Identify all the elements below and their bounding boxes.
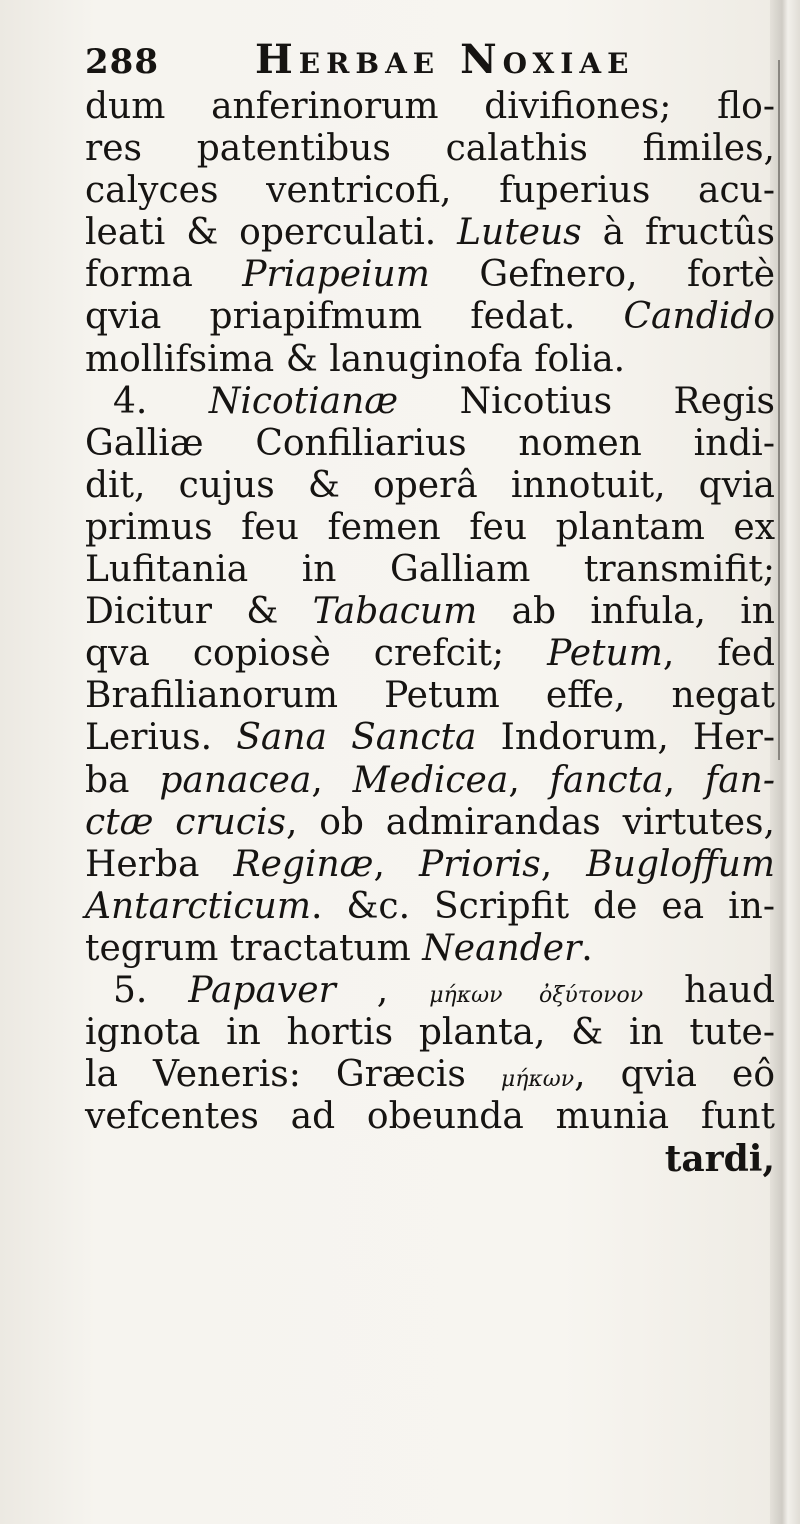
text-segment: , ob admirandas virtutes, bbox=[285, 801, 775, 843]
italic-term: Nicotianæ bbox=[208, 380, 399, 422]
page-header bbox=[85, 34, 765, 86]
text-segment: mollifsima & lanuginofa folia. bbox=[85, 338, 626, 380]
text-segment: Dicitur & bbox=[85, 591, 313, 633]
text-line bbox=[85, 1054, 775, 1096]
italic-term: panacea bbox=[159, 759, 312, 801]
text-segment: Herba bbox=[85, 843, 234, 885]
text-segment: vefcentes ad obeunda munia funt bbox=[85, 1096, 775, 1138]
text-segment: ba bbox=[85, 759, 160, 801]
greek-word: μήκων ὀξύτονον bbox=[429, 982, 644, 1008]
italic-term: ctæ crucis bbox=[85, 801, 286, 843]
text-segment: Galliæ Confiliarius nomen indi- bbox=[85, 422, 775, 464]
text-line bbox=[85, 970, 775, 1012]
text-segment: , bbox=[373, 843, 419, 885]
text-line bbox=[85, 296, 775, 338]
text-segment: . &c. Scripfit de ea in- bbox=[310, 885, 775, 927]
text-line bbox=[85, 465, 775, 507]
text-segment: à fructûs bbox=[581, 212, 775, 254]
text-segment: dit, cujus & operâ innotuit, qvia bbox=[85, 464, 775, 506]
italic-term: Reginæ bbox=[233, 843, 374, 885]
italic-term: fan- bbox=[704, 759, 776, 801]
text-segment: qvia priapifmum fedat. bbox=[85, 296, 624, 338]
text-line bbox=[85, 423, 775, 465]
italic-term: Sana Sancta bbox=[236, 717, 477, 759]
text-segment: , fed bbox=[662, 633, 775, 675]
text-segment: calyces ventricofi, fuperius acu- bbox=[85, 170, 775, 212]
running-title: Herbae Noxiae bbox=[255, 36, 635, 83]
text-segment: haud bbox=[643, 969, 775, 1011]
text-segment: dum anferinorum divifiones; flo- bbox=[85, 86, 775, 127]
italic-term: Tabacum bbox=[312, 591, 478, 633]
catchword bbox=[85, 1138, 775, 1180]
text-segment: leati & operculati. bbox=[85, 212, 458, 254]
text-segment: qva copiosè crefcit; bbox=[85, 633, 548, 675]
text-segment: , bbox=[508, 759, 550, 801]
italic-term: Medicea bbox=[352, 759, 509, 801]
text-line bbox=[85, 170, 775, 212]
text-line bbox=[85, 591, 775, 633]
text-line bbox=[85, 675, 775, 717]
text-line bbox=[85, 128, 775, 170]
text-line bbox=[85, 633, 775, 675]
italic-term: fancta bbox=[549, 759, 664, 801]
text-line bbox=[85, 928, 775, 970]
page-number: 288 bbox=[85, 42, 159, 82]
text-segment: Indorum, Her- bbox=[476, 717, 775, 759]
text-segment: , bbox=[335, 969, 430, 1011]
text-line bbox=[85, 507, 775, 549]
text-segment: Nicotius Regis bbox=[398, 380, 775, 422]
text-line bbox=[85, 886, 775, 928]
text-segment: . bbox=[581, 927, 593, 969]
page-edge-shadow bbox=[778, 60, 780, 760]
text-segment: , bbox=[540, 843, 587, 885]
text-line bbox=[85, 549, 775, 591]
text-line bbox=[85, 760, 775, 802]
text-segment: , bbox=[663, 759, 705, 801]
text-line bbox=[85, 1096, 775, 1138]
text-line bbox=[85, 717, 775, 759]
text-segment: Lerius. bbox=[85, 717, 237, 759]
text-segment: la Veneris: Græcis bbox=[85, 1054, 501, 1096]
text-segment: ignota in hortis planta, & in tute- bbox=[85, 1012, 775, 1054]
text-line bbox=[85, 802, 775, 844]
italic-term: Antarcticum bbox=[85, 885, 311, 927]
text-segment: 4. bbox=[113, 380, 209, 422]
italic-term: Neander bbox=[422, 927, 582, 969]
text-segment: Gefnero, fortè bbox=[429, 254, 775, 296]
text-segment: tegrum tractatum bbox=[85, 927, 423, 969]
text-line bbox=[85, 339, 775, 381]
italic-term: Bugloffum bbox=[586, 843, 775, 885]
italic-term: Luteus bbox=[457, 212, 582, 254]
italic-term: Prioris bbox=[418, 843, 541, 885]
text-segment: ab infula, in bbox=[477, 591, 775, 633]
text-segment: res patentibus calathis fimiles, bbox=[85, 128, 775, 170]
text-segment: , qvia eô bbox=[574, 1054, 776, 1096]
text-segment: tardi, bbox=[664, 1138, 775, 1181]
text-line bbox=[85, 844, 775, 886]
text-segment: 5. bbox=[113, 969, 189, 1011]
text-line bbox=[85, 212, 775, 254]
text-line bbox=[85, 86, 775, 128]
italic-term: Priapeium bbox=[242, 254, 430, 296]
greek-word: μήκων bbox=[500, 1067, 575, 1093]
text-line bbox=[85, 254, 775, 296]
italic-term: Petum bbox=[547, 633, 663, 675]
text-line bbox=[85, 381, 775, 423]
text-segment: Lufitania in Galliam transmifit; bbox=[85, 549, 775, 591]
text-segment: Brafilianorum Petum effe, negat bbox=[85, 675, 775, 717]
body-text bbox=[85, 86, 775, 1180]
text-line bbox=[85, 1012, 775, 1054]
italic-term: Papaver bbox=[188, 969, 336, 1011]
text-segment: , bbox=[311, 759, 353, 801]
italic-term: Candido bbox=[623, 296, 775, 338]
text-segment: forma bbox=[85, 254, 243, 296]
text-segment: primus feu femen feu plantam ex bbox=[85, 506, 775, 548]
